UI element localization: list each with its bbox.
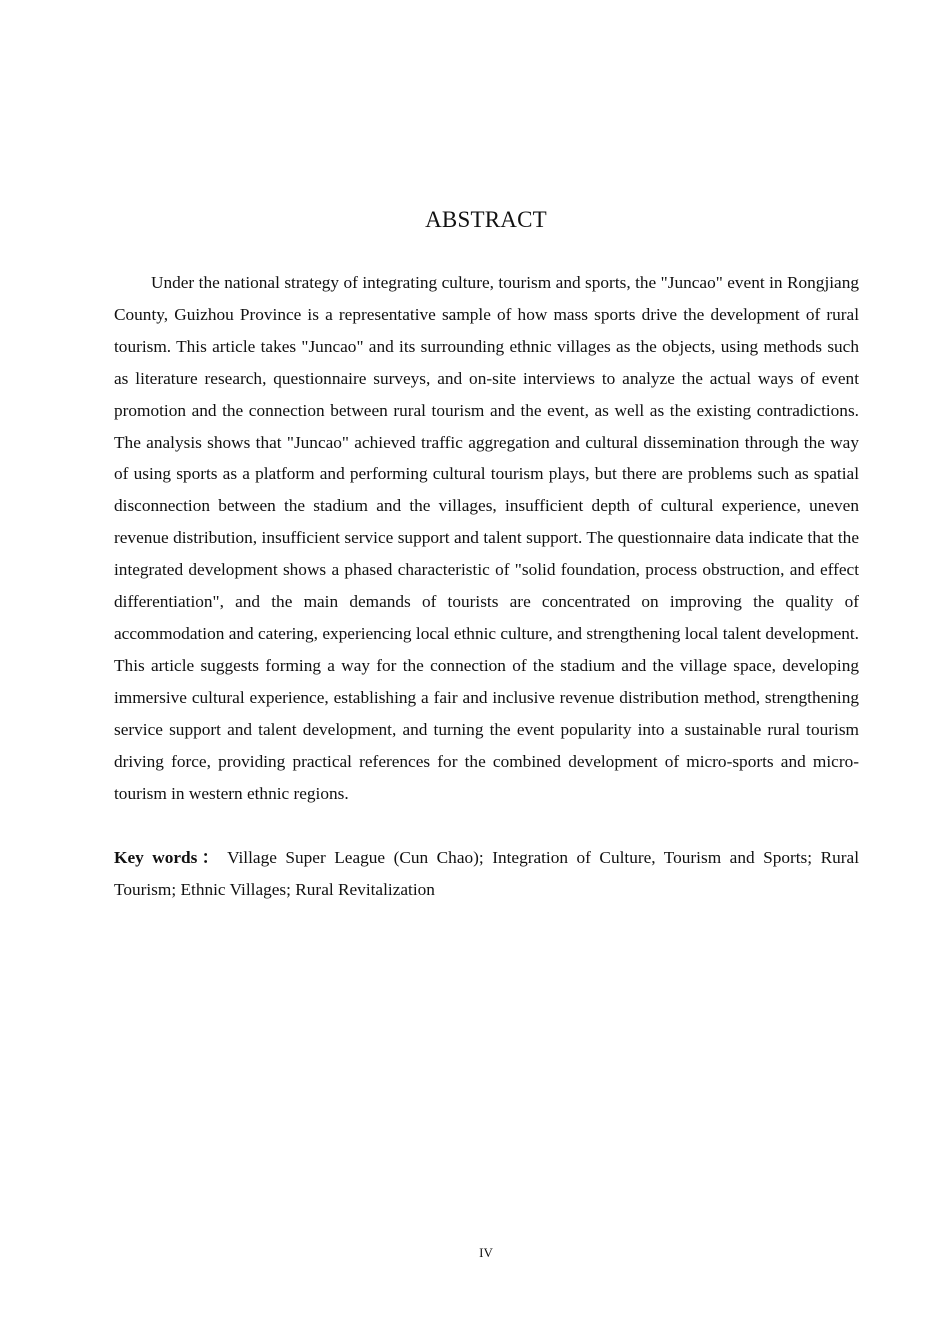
keywords-label: Key words xyxy=(114,848,198,867)
keywords-line xyxy=(114,842,859,906)
keywords-text: Village Super League (Cun Chao); Integration of Culture, Tourism and Sports; Rural Tourism; Ethnic Villages; Rural Revitalization xyxy=(114,848,859,899)
keywords-separator: ： xyxy=(197,848,224,867)
page-number: IV xyxy=(479,1245,493,1260)
abstract-title: ABSTRACT xyxy=(425,207,547,232)
abstract-paragraph: Under the national strategy of integrating culture, tourism and sports, the "Juncao" event in Rongjiang County, Guizhou Province is a representative sample of how mass sports drive the development of rural tourism. This article takes "Juncao" and its surrounding ethnic villages as the objects, using methods such as literature research, questionnaire surveys, and on-site interviews to analyze the actual ways of event promotion and the connection between rural tourism and the event, as well as the existing contradictions. The analysis shows that "Juncao" achieved traffic aggregation and cultural dissemination through the way of using sports as a platform and performing cultural tourism plays, but there are problems such as spatial disconnection between the stadium and the villages, insufficient depth of cultural experience, uneven revenue distribution, insufficient service support and talent support. The questionnaire data indicate that the integrated development shows a phased characteristic of "solid foundation, process obstruction, and effect differentiation", and the main demands of tourists are concentrated on improving the quality of accommodation and catering, experiencing local ethnic culture, and strengthening local talent development. This article suggests forming a way for the connection of the stadium and the village space, developing immersive cultural experience, establishing a fair and inclusive revenue distribution method, strengthening service support and talent development, and turning the event popularity into a sustainable rural tourism driving force, providing practical references for the combined development of micro-sports and micro-tourism in western ethnic regions. xyxy=(114,273,859,803)
